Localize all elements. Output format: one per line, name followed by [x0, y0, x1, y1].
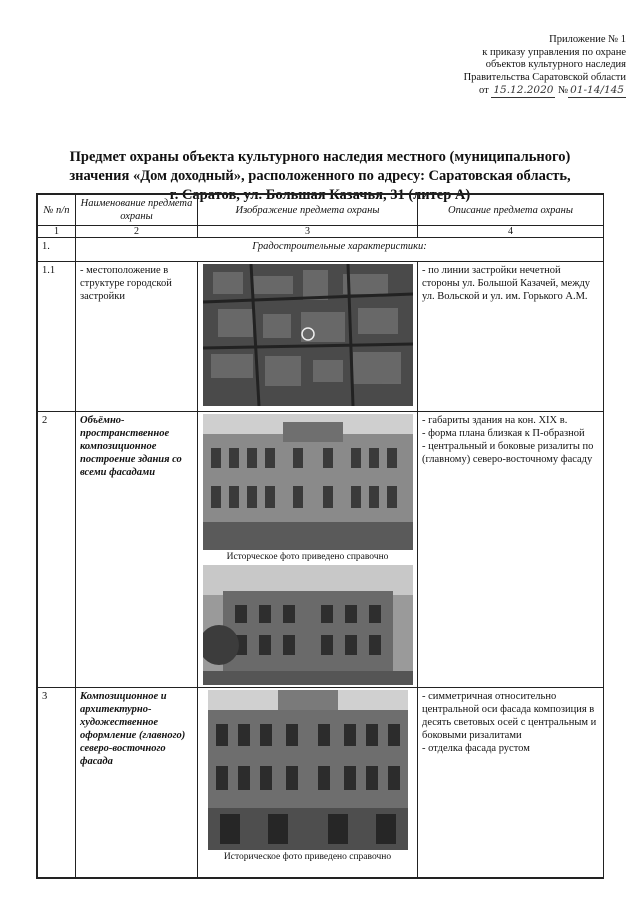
building-photo: [203, 414, 413, 550]
row-number: 1.1: [38, 262, 76, 412]
section-number: 1.: [38, 238, 76, 262]
title-line: значения «Дом доходный», расположенного по адресу: Саратовская область,: [69, 168, 571, 184]
description-line: - симметричная относительно центральной оси фасада композиция в десять световых осей с центральным и боковыми ризалитами: [422, 691, 597, 741]
column-number: 2: [76, 226, 198, 238]
table-row: [38, 688, 604, 878]
row-number: 2: [38, 412, 76, 688]
title-line: Предмет охраны объекта культурного наследия местного (муниципального): [69, 149, 571, 165]
section-title: Градостроительные характеристики:: [76, 238, 604, 262]
photo-caption: Историческое фото приведено справочно: [223, 852, 392, 862]
header-line: Правительства Саратовской области: [463, 71, 626, 83]
header-line: объектов культурного наследия: [485, 59, 626, 70]
date-prefix: от: [479, 85, 489, 96]
protection-subject-table: [36, 193, 604, 879]
column-number-row: [38, 226, 604, 238]
facade-photo: [208, 690, 408, 850]
photo-caption: Исторческое фото приведено справочно: [226, 552, 389, 562]
table-row: [38, 262, 604, 412]
description-line: - отделка фасада рустом: [422, 743, 530, 754]
image-cell: [198, 412, 418, 688]
row-name: Объёмно-пространственное композиционное построение здания со всеми фасадами: [76, 412, 198, 688]
image-cell: [198, 262, 418, 412]
attachment-header: [396, 34, 626, 98]
column-number: 4: [418, 226, 604, 238]
description-line: - габариты здания на кон. XIX в.: [422, 415, 568, 426]
header-col-number: № п/п: [38, 195, 76, 226]
aerial-photo: [203, 264, 413, 406]
building-photo: [203, 565, 413, 685]
description-line: - центральный и боковые ризалиты по (главному) северо-восточному фасаду: [422, 441, 594, 465]
description-line: - форма плана близкая к П-образной: [422, 428, 585, 439]
image-cell: [198, 688, 418, 878]
title-line: г. Саратов, ул. Большая Казачья, 31 (литер А): [169, 187, 471, 203]
row-number: 3: [38, 688, 76, 878]
table-row: [38, 412, 604, 688]
row-description: [418, 688, 604, 878]
section-row: [38, 238, 604, 262]
header-col-name: Наименование предмета охраны: [76, 195, 198, 226]
header-col-description: Описание предмета охраны: [418, 195, 604, 226]
header-date-line: [396, 84, 626, 98]
header-line: к приказу управления по охране: [482, 46, 626, 58]
row-description: [418, 412, 604, 688]
column-number: 1: [38, 226, 76, 238]
number-prefix: №: [558, 85, 569, 96]
row-description: - по линии застройки нечетной стороны ул. Большой Казачей, между ул. Вольской и ул. им. Горького А.М.: [418, 262, 604, 412]
row-name: Композиционное и архитектурно-художественное оформление (главного) северо-восточного фасада: [76, 688, 198, 878]
table-header-row: [38, 195, 604, 226]
header-col-image: Изображение предмета охраны: [198, 195, 418, 226]
handwritten-date: 15.12.2020: [493, 84, 554, 96]
header-line: Приложение № 1: [549, 34, 626, 45]
row-name: - местоположение в структуре городской застройки: [76, 262, 198, 412]
column-number: 3: [198, 226, 418, 238]
handwritten-number: 01-14/145: [570, 84, 624, 96]
